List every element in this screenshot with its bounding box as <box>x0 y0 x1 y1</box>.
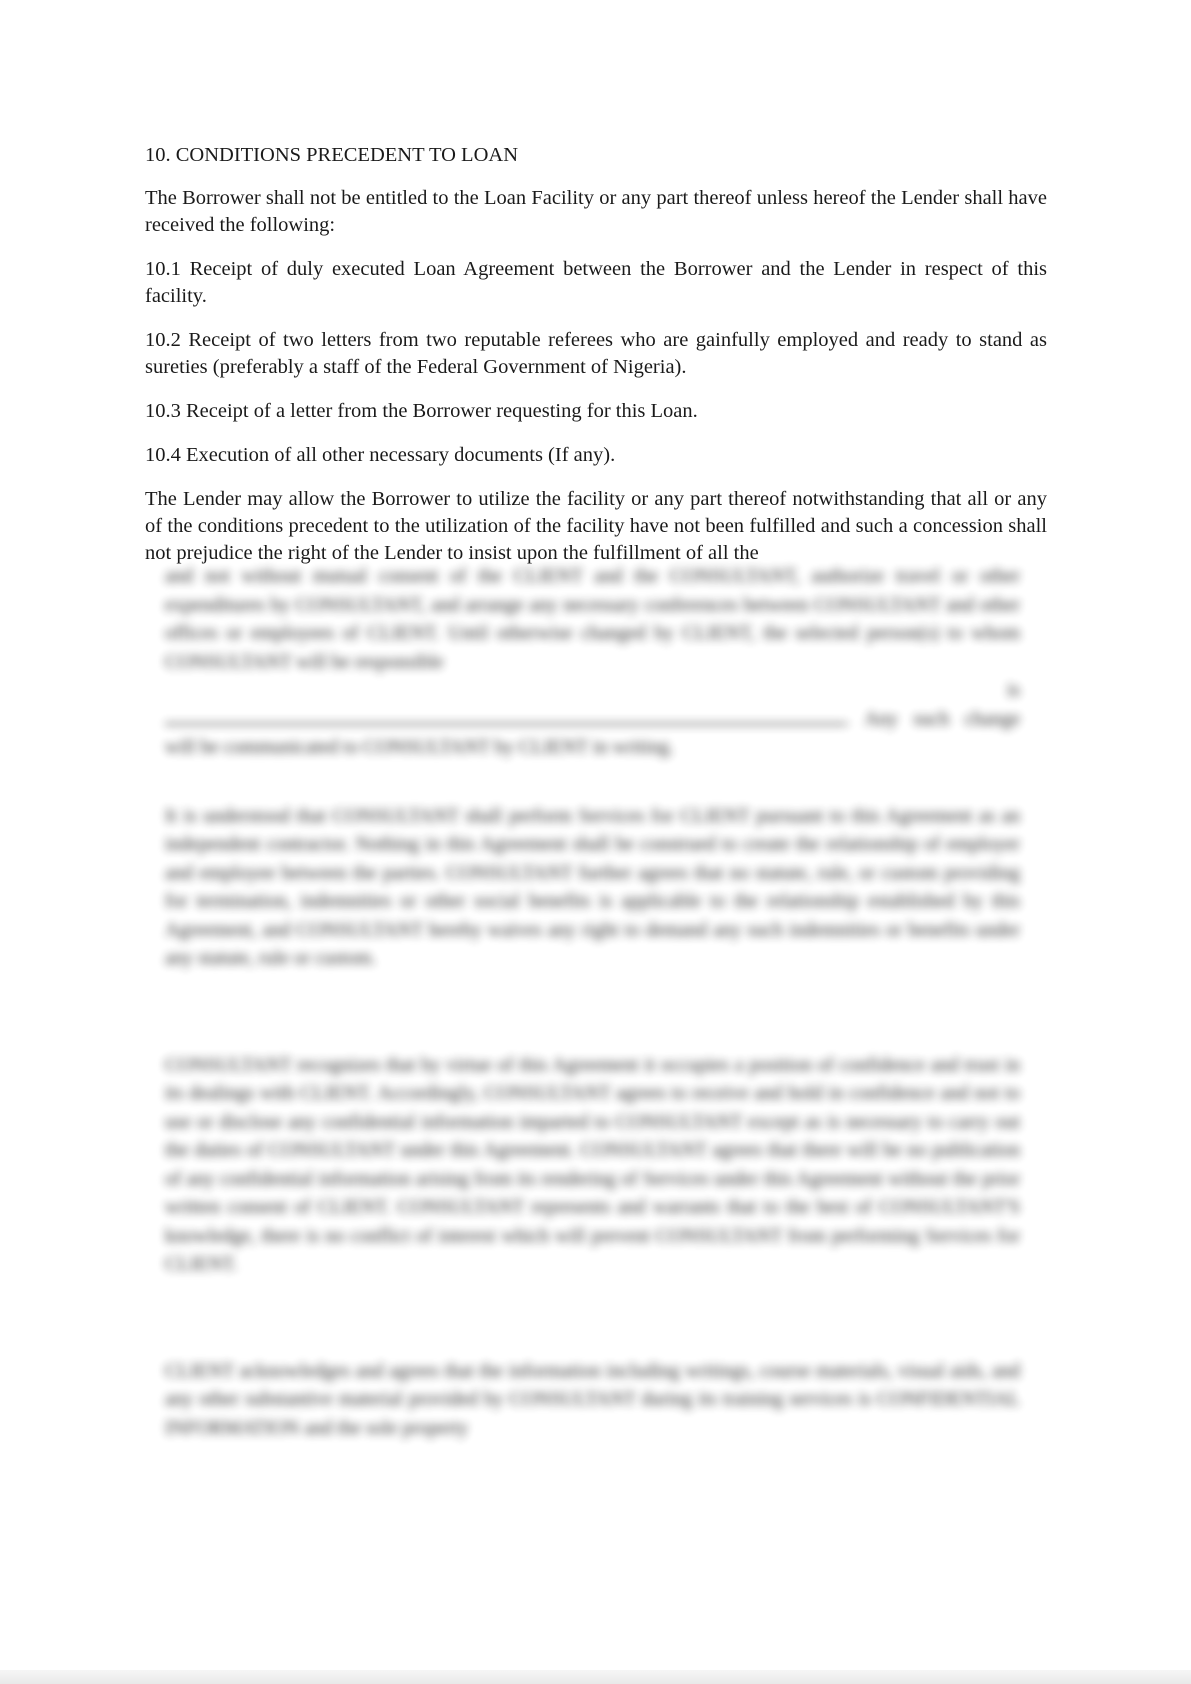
paragraph-10-4: 10.4 Execution of all other necessary documents (If any). <box>145 444 616 466</box>
blurred-paragraph-3: CONSULTANT recognizes that by virtue of this Agreement it occupies a position of confidence and trust in its dealings with CLIENT. Accordingly, CONSULTANT agrees to receive and hold in confidence and not to use or disclose any confidential information imparted to CONSULTANT except as is necessary to carry out the duties of CONSULTANT under this Agreement. CONSULTANT agrees that there will be no publication of any confidential information arising from its rendering of Services under this Agreement without the prior written consent of CLIENT. CONSULTANT represents and warrants that to the best of CONSULTANT'S knowledge, there is no conflict of interest which will prevent CONSULTANT from performing Services for CLIENT. <box>165 1054 1020 1275</box>
page-bottom-edge <box>0 1670 1191 1684</box>
blurred-paragraph-2: It is understood that CONSULTANT shall perform Services for CLIENT pursuant to this Agreement as an independent contractor. Nothing in this Agreement shall be construed to create the relationship of employer and employee between the parties. CONSULTANT further agrees that no statute, rule, or custom providing for termination, indemnities or other social benefits is applicable to the relationship established by this Agreement, and CONSULTANT hereby waives any right to demand any such indemnities or benefits under any statute, rule or custom. <box>165 805 1020 969</box>
visible-section <box>145 142 1047 567</box>
blurred-paragraph-4: CLIENT acknowledges and agrees that the information including writings, course materials, visual aids, and any other substantive material provided by CONSULTANT during its training services is CONFIDENTIAL INFORMATION and the sole property <box>165 1360 1020 1439</box>
section-heading: 10. CONDITIONS PRECEDENT TO LOAN <box>145 144 518 166</box>
paragraph-10-2: 10.2 Receipt of two letters from two reputable referees who are gainfully employed and ready to stand as sureties (preferably a staff of the Federal Government of Nigeria). <box>145 329 1047 378</box>
paragraph-10-1: 10.1 Receipt of duly executed Loan Agreement between the Borrower and the Lender in respect of this facility. <box>145 258 1047 307</box>
paragraph-intro: The Borrower shall not be entitled to the Loan Facility or any part thereof unless hereof the Lender shall have received the following: <box>145 187 1047 236</box>
truncated-paragraph-wrapper <box>145 486 1047 567</box>
blank-line <box>165 707 845 725</box>
blurred-preview-section <box>165 563 1020 1443</box>
paragraph-lender-concession: The Lender may allow the Borrower to utilize the facility or any part thereof notwithstanding that all or any of the conditions precedent to the utilization of the facility have not been fulfilled and such a concession shall not prejudice the right of the Lender to insist upon the fulfillment of all the <box>145 488 1047 564</box>
blurred-paragraph-1: and not without mutual consent of the CLIENT and the CONSULTANT, authorize travel or other expenditures by CONSULTANT, and arrange any necessary conferences between CONSULTANT and other offices or employees of CLIENT. Until otherwise changed by CLIENT, the selected person(s) to whom CONSULTANT will be responsible is . Any such change will be communicated to CONSULTANT by CLIENT in writing. <box>165 566 1020 758</box>
paragraph-10-3: 10.3 Receipt of a letter from the Borrower requesting for this Loan. <box>145 400 698 422</box>
